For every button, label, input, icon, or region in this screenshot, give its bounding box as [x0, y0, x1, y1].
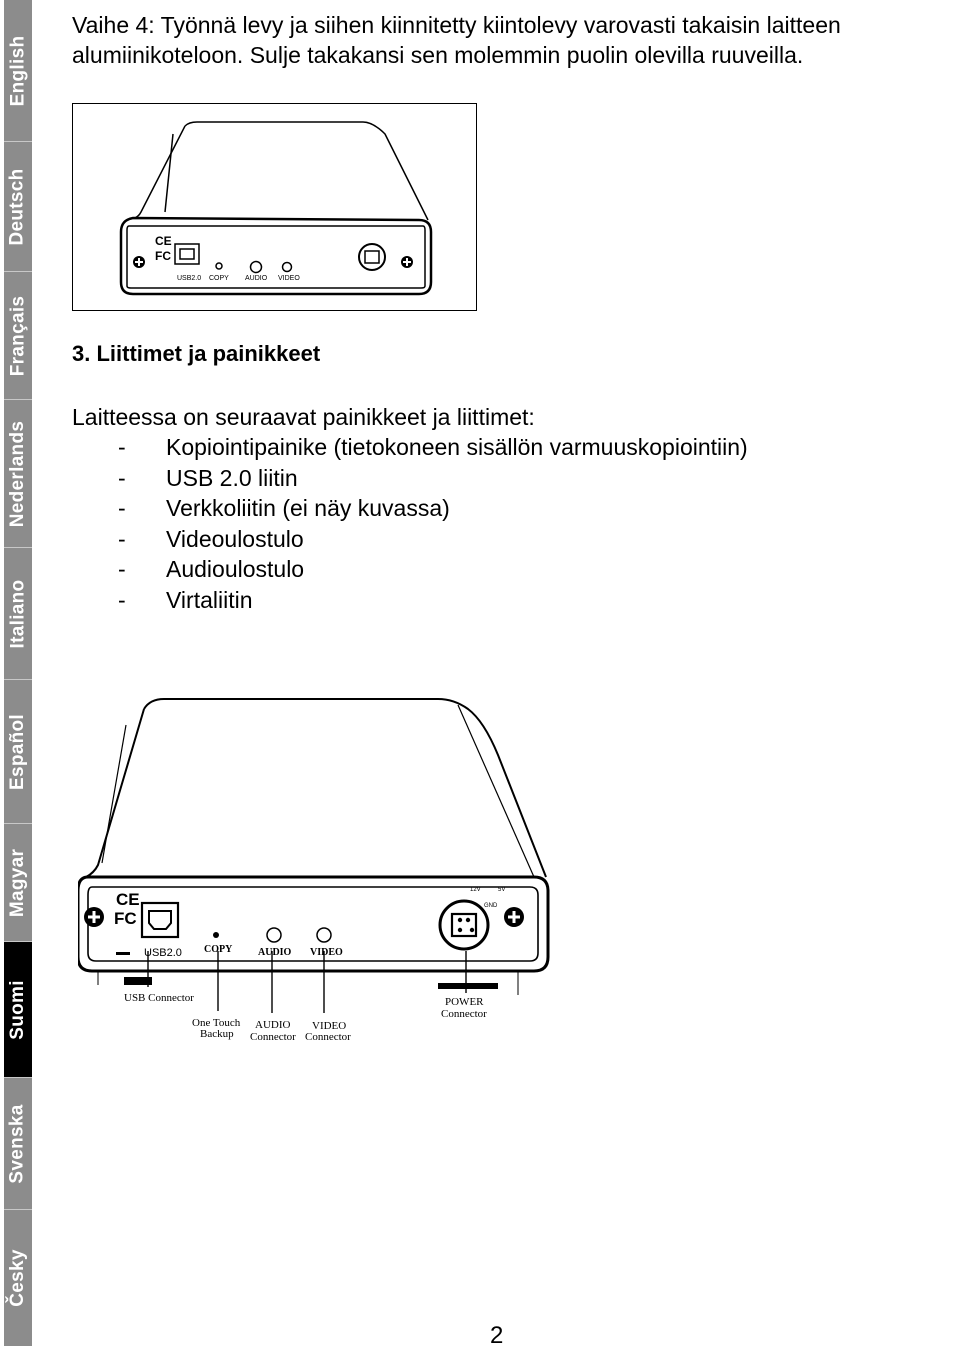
rear-view-figure-labeled [78, 695, 558, 1055]
rear-view-figure-small [72, 103, 477, 311]
audio-port-label-large: AUDIO [258, 947, 292, 958]
copy-button-label-large: COPY [204, 944, 233, 955]
section-heading: 3. Liittimet ja painikkeet [72, 341, 321, 366]
callout-backup-1: One Touch [192, 1017, 241, 1029]
usb-port-label: USB2.0 [177, 275, 202, 282]
power-pin-12v: 12V [470, 887, 481, 893]
list-item: - Videoulostulo [118, 525, 304, 552]
callout-video-2: Connector [305, 1031, 351, 1043]
callout-audio-2: Connector [250, 1031, 296, 1043]
audio-port-label: AUDIO [245, 275, 268, 282]
ce-mark: CE [155, 234, 172, 248]
video-port-label: VIDEO [278, 275, 300, 282]
lang-tab-suomi[interactable]: Suomi [4, 942, 32, 1078]
lang-tab-english[interactable]: English [4, 0, 32, 142]
list-item: - Verkkoliitin (ei näy kuvassa) [118, 495, 450, 521]
language-sidebar [4, 0, 32, 1346]
fc-mark: FC [155, 249, 171, 263]
connector-list [118, 432, 748, 615]
power-pin-gnd: GND [484, 903, 498, 909]
fc-mark-large: FC [114, 909, 137, 928]
rear-view-drawing-small [73, 104, 476, 310]
list-item: - Kopiointipainike (tietokoneen sisällön varmuuskopiointiin) [118, 434, 748, 460]
list-item: - Virtaliitin [118, 586, 253, 613]
step-4-text: Vaihe 4: Työnnä levy ja siihen kiinnitetty kiintolevy varovasti takaisin laitteen alumiinikoteloon. Sulje takakansi sen molemmin puolin olevilla ruuveilla. [72, 12, 841, 68]
video-port-label-large: VIDEO [310, 947, 343, 958]
lang-tab-magyar[interactable]: Magyar [4, 824, 32, 942]
lang-tab-deutsch[interactable]: Deutsch [4, 142, 32, 272]
lang-tab-svenska[interactable]: Svenska [4, 1078, 32, 1210]
lang-tab-espanol[interactable]: Español [4, 680, 32, 824]
page-number: 2 [490, 1322, 504, 1349]
callout-usb: USB Connector [124, 992, 194, 1004]
copy-button-label: COPY [209, 275, 229, 282]
lang-tab-nederlands[interactable]: Nederlands [4, 400, 32, 548]
callout-backup-2: Backup [200, 1028, 234, 1040]
callout-power-2: Connector [441, 1008, 487, 1020]
usb-port-label-large: USB2.0 [144, 947, 182, 959]
callout-audio-1: AUDIO [255, 1019, 291, 1031]
lang-tab-italiano[interactable]: Italiano [4, 548, 32, 680]
rear-view-drawing-labeled [78, 695, 558, 1055]
section-intro: Laitteessa on seuraavat painikkeet ja liittimet: [72, 404, 535, 430]
callout-power-1: POWER [445, 996, 484, 1008]
callout-video-1: VIDEO [312, 1020, 347, 1032]
power-pin-5v: 5V [498, 887, 506, 893]
list-item: - USB 2.0 liitin [118, 464, 298, 491]
list-item: - Audioulostulo [118, 556, 305, 582]
lang-tab-francais[interactable]: Français [4, 272, 32, 400]
ce-mark-large: CE [116, 890, 140, 909]
lang-tab-cesky[interactable]: Česky [7, 1249, 28, 1307]
